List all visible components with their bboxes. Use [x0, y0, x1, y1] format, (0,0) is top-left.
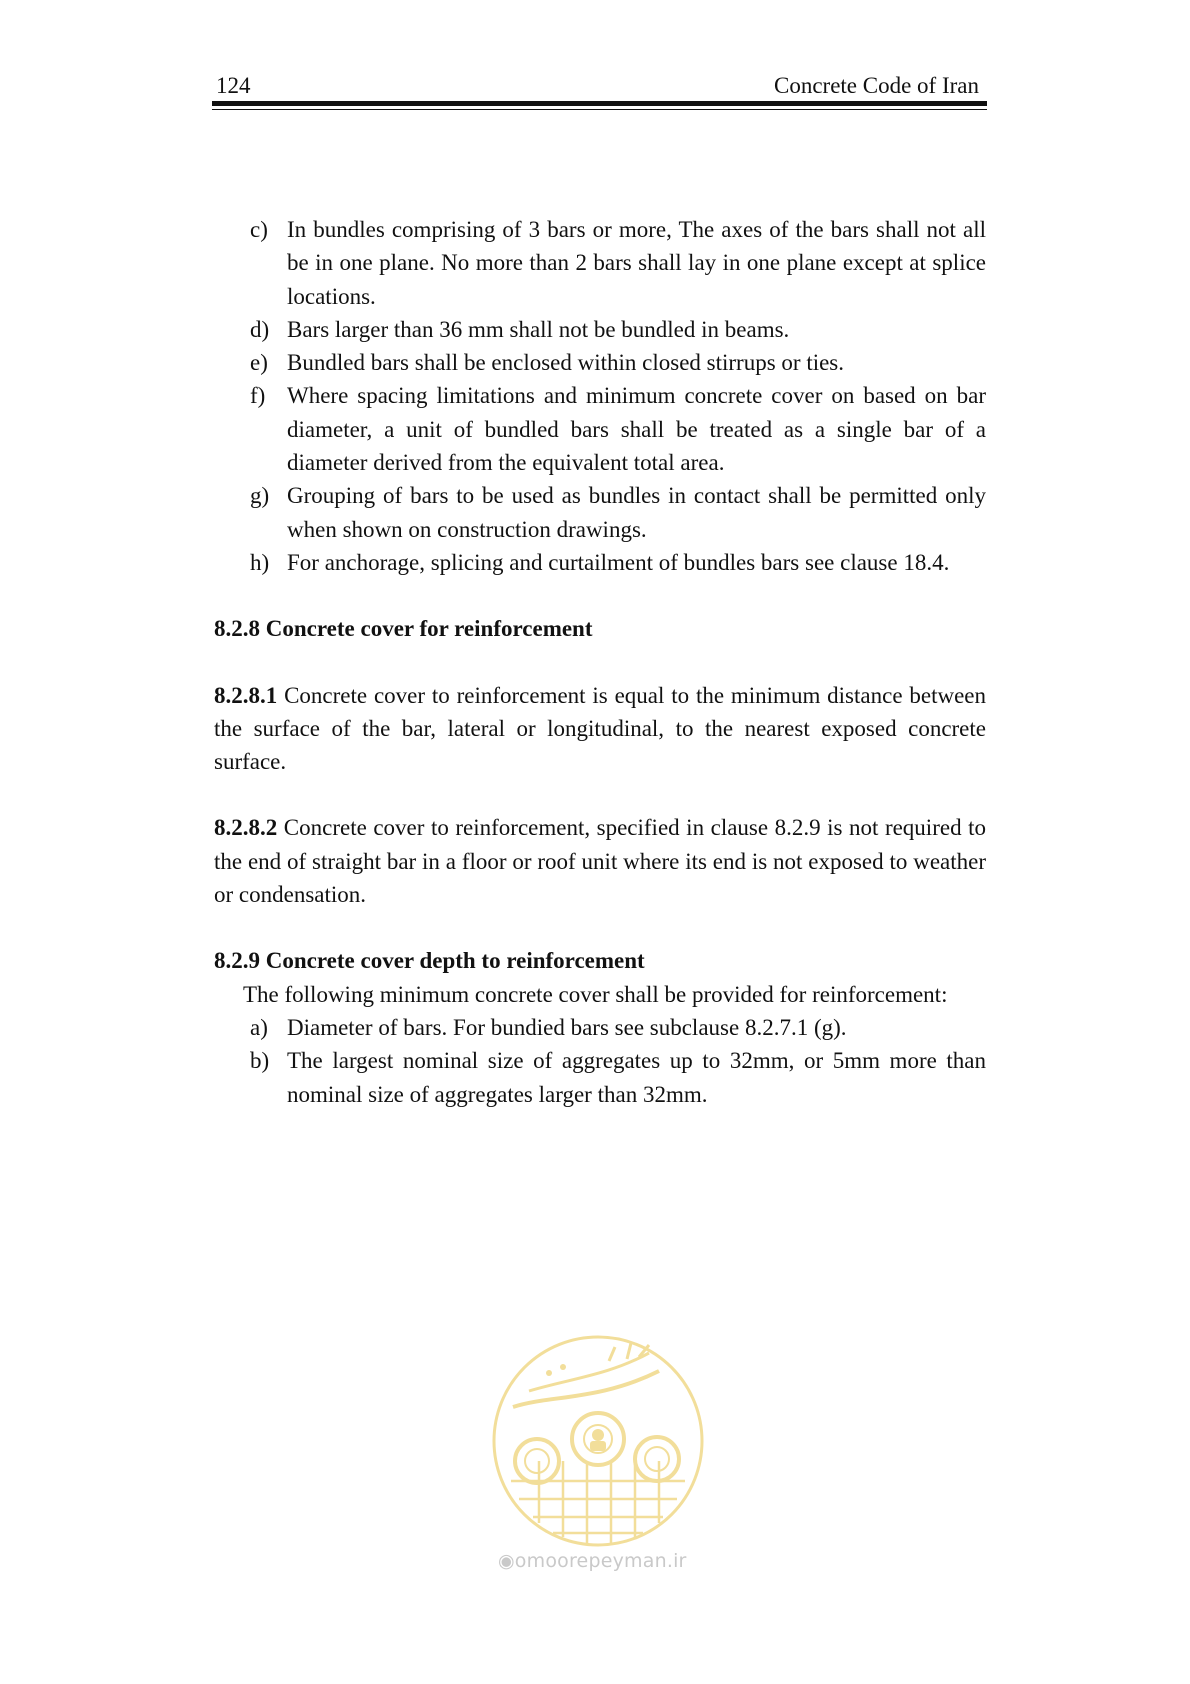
- list-marker: c): [250, 217, 268, 242]
- section-heading-8-2-9: 8.2.9 Concrete cover depth to reinforcement: [214, 948, 645, 974]
- page-header: [212, 70, 987, 110]
- list-marker: h): [250, 549, 270, 575]
- list-item: [214, 479, 986, 546]
- watermark-url: ◉omoorepeyman.ir: [498, 1550, 687, 1572]
- list-item-text: Bundled bars shall be enclosed within closed stirrups or ties.: [287, 350, 845, 376]
- bundle-rules-list: [214, 213, 986, 579]
- list-marker: a): [250, 1014, 268, 1040]
- list-marker: e): [250, 350, 268, 376]
- paragraph-8-2-8-2: [214, 811, 986, 911]
- section-heading-8-2-8: 8.2.8 Concrete cover for reinforcement: [214, 616, 593, 642]
- list-marker: f): [250, 383, 266, 409]
- header-rule-thick: [212, 101, 987, 106]
- section-intro: The following minimum concrete cover shall be provided for reinforcement:: [243, 981, 948, 1007]
- paragraph-text: Concrete cover to reinforcement, specified in clause 8.2.9 is not required to the end of straight bar in a floor or roof unit where its end is not exposed to weather or condensation.: [214, 815, 986, 908]
- cover-requirements-list: [214, 1011, 986, 1111]
- running-title: Concrete Code of Iran: [773, 73, 979, 98]
- clause-number: 8.2.8.1: [214, 682, 278, 708]
- list-item: [214, 546, 986, 579]
- list-item: [214, 379, 986, 479]
- list-marker: d): [250, 316, 270, 342]
- paragraph-text: Concrete cover to reinforcement is equal to the minimum distance between the surface of the bar, lateral or longitudinal, to the nearest exposed concrete surface.: [214, 682, 986, 775]
- page-number: 124: [216, 73, 251, 98]
- watermark-url-text: omoorepeyman.ir: [514, 1550, 687, 1572]
- list-item-text: Grouping of bars to be used as bundles in contact shall be permitted only when shown on construction drawings.: [287, 483, 986, 542]
- list-item: [214, 1044, 986, 1111]
- list-item-text: Diameter of bars. For bundied bars see subclause 8.2.7.1 (g).: [287, 1014, 847, 1040]
- clause-number: 8.2.8.2: [214, 815, 278, 841]
- list-item: [214, 213, 986, 313]
- page-body: [214, 213, 986, 1111]
- list-marker: b): [250, 1048, 270, 1074]
- list-item-text: The largest nominal size of aggregates up to 32mm, or 5mm more than nominal size of aggregates larger than 32mm.: [287, 1048, 986, 1107]
- watermark-logo: [489, 1331, 707, 1551]
- paragraph-8-2-8-1: [214, 679, 986, 779]
- list-item-text: In bundles comprising of 3 bars or more, The axes of the bars shall not all be in one plane. No more than 2 bars shall lay in one plane except at splice locations.: [287, 217, 986, 309]
- list-item-text: Bars larger than 36 mm shall not be bundled in beams.: [287, 316, 790, 342]
- list-item-text: For anchorage, splicing and curtailment of bundles bars see clause 18.4.: [287, 549, 950, 575]
- list-marker: g): [250, 483, 270, 509]
- list-item: [214, 346, 986, 379]
- list-item: [214, 1011, 986, 1044]
- list-item-text: Where spacing limitations and minimum concrete cover on based on bar diameter, a unit of bundled bars shall be treated as a single bar of a diameter derived from the equivalent total area.: [287, 383, 986, 476]
- list-item: [214, 313, 986, 346]
- header-rule-thin: [212, 109, 987, 111]
